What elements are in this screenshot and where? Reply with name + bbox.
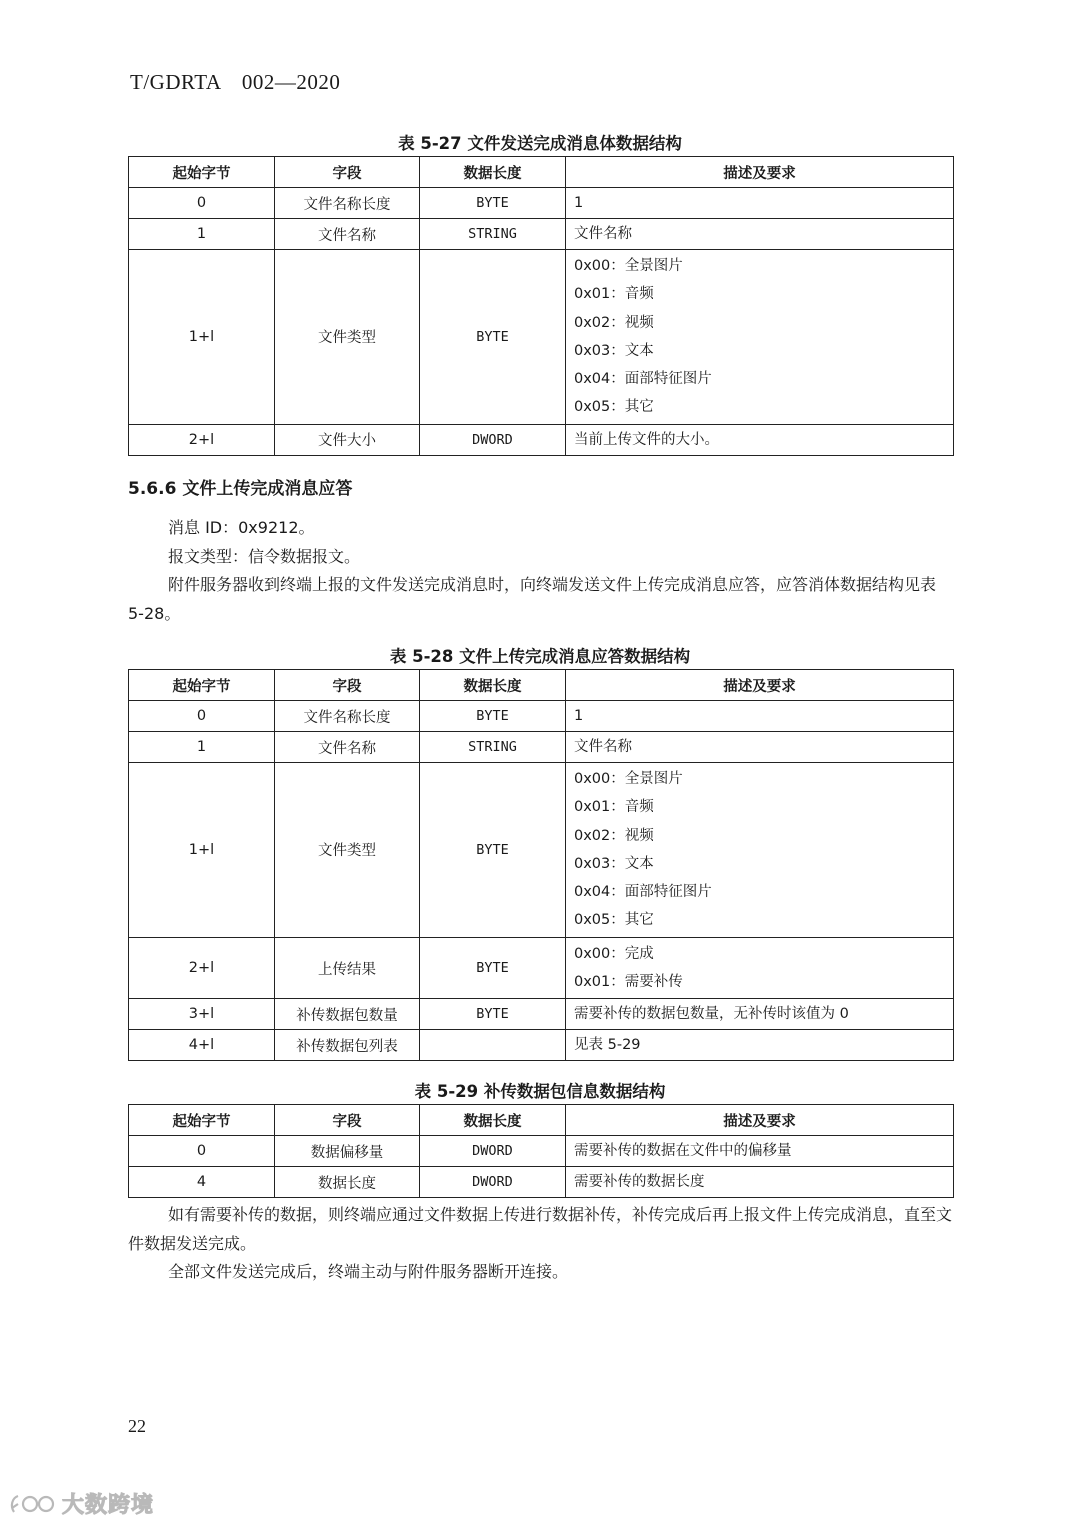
cell-start: 1	[129, 732, 275, 763]
cell-start: 4+l	[129, 1030, 275, 1061]
cell-desc	[566, 701, 954, 732]
watermark	[8, 1488, 154, 1519]
column-header: 数据长度	[420, 1105, 566, 1136]
cell-desc	[566, 219, 954, 250]
watermark-logo-icon	[8, 1492, 58, 1516]
table-5-27-caption: 表 5-27 文件发送完成消息体数据结构	[398, 134, 682, 153]
cell-length	[420, 1030, 566, 1061]
cell-field: 文件类型	[275, 250, 420, 425]
message-id-line: 消息 ID：0x9212。	[168, 518, 315, 537]
cell-start: 1+l	[129, 250, 275, 425]
cell-length: DWORD	[420, 424, 566, 455]
desc-line: 0x01：需要补传	[574, 974, 683, 991]
cell-start: 3+l	[129, 999, 275, 1030]
cell-length: DWORD	[420, 1136, 566, 1167]
desc-line: 1	[574, 194, 584, 211]
desc-line: 当前上传文件的大小。	[574, 431, 719, 448]
table-row	[129, 1167, 954, 1198]
cell-field: 补传数据包列表	[275, 1030, 420, 1061]
cell-start: 2+l	[129, 937, 275, 999]
cell-field: 数据长度	[275, 1167, 420, 1198]
cell-length: BYTE	[420, 999, 566, 1030]
cell-field: 文件名称长度	[275, 701, 420, 732]
table-5-28	[128, 669, 954, 1061]
cell-field: 文件名称	[275, 732, 420, 763]
cell-desc	[566, 188, 954, 219]
desc-line: 需要补传的数据在文件中的偏移量	[574, 1142, 792, 1159]
cell-length: BYTE	[420, 763, 566, 938]
desc-line: 文件名称	[574, 738, 632, 755]
table-5-29-caption: 表 5-29 补传数据包信息数据结构	[414, 1082, 666, 1101]
desc-line: 1	[574, 707, 584, 724]
cell-length: STRING	[420, 219, 566, 250]
desc-line: 0x00：完成	[574, 945, 654, 962]
message-type-line: 报文类型：信令数据报文。	[168, 547, 361, 566]
cell-desc	[566, 250, 954, 425]
column-header: 数据长度	[420, 670, 566, 701]
cell-field: 补传数据包数量	[275, 999, 420, 1030]
column-header: 起始字节	[129, 1105, 275, 1136]
cell-field: 文件名称长度	[275, 188, 420, 219]
desc-line: 0x03：文本	[574, 855, 654, 872]
cell-field: 文件名称	[275, 219, 420, 250]
desc-line: 0x00：全景图片	[574, 771, 683, 787]
table-row	[129, 424, 954, 455]
cell-desc	[566, 424, 954, 455]
table-row	[129, 999, 954, 1030]
watermark-text: 大数跨境	[62, 1493, 155, 1518]
desc-line: 需要补传的数据包数量，无补传时该值为 0	[574, 1006, 849, 1023]
cell-length: BYTE	[420, 188, 566, 219]
cell-start: 0	[129, 1136, 275, 1167]
cell-length: STRING	[420, 732, 566, 763]
closing-paragraph-2: 全部文件发送完成后，终端主动与附件服务器断开连接。	[168, 1262, 569, 1281]
cell-start: 2+l	[129, 424, 275, 455]
desc-line: 0x05：其它	[574, 399, 654, 416]
column-header: 字段	[275, 670, 420, 701]
document-id-header: T/GDRTA 002—2020	[130, 70, 341, 94]
section-description: 附件服务器收到终端上报的文件发送完成消息时，向终端发送文件上传完成消息应答，应答消体数据结构见表 5-28。	[128, 575, 937, 623]
cell-desc	[566, 999, 954, 1030]
table-row	[129, 219, 954, 250]
desc-line: 0x01：音频	[574, 286, 654, 303]
cell-start: 4	[129, 1167, 275, 1198]
cell-desc	[566, 937, 954, 999]
cell-desc	[566, 1167, 954, 1198]
table-5-27	[128, 156, 954, 456]
table-row	[129, 1030, 954, 1061]
cell-field: 上传结果	[275, 937, 420, 999]
cell-field: 文件类型	[275, 763, 420, 938]
column-header: 起始字节	[129, 157, 275, 188]
column-header: 字段	[275, 1105, 420, 1136]
table-row	[129, 250, 954, 425]
table-row	[129, 763, 954, 938]
cell-desc	[566, 732, 954, 763]
cell-length: BYTE	[420, 937, 566, 999]
table-row	[129, 937, 954, 999]
desc-line: 0x04：面部特征图片	[574, 884, 712, 901]
desc-line: 需要补传的数据长度	[574, 1173, 705, 1190]
table-row	[129, 732, 954, 763]
desc-line: 0x02：视频	[574, 314, 654, 331]
table-row	[129, 188, 954, 219]
desc-line: 文件名称	[574, 225, 632, 242]
desc-line: 0x01：音频	[574, 799, 654, 816]
cell-field: 数据偏移量	[275, 1136, 420, 1167]
desc-line: 见表 5-29	[574, 1037, 641, 1054]
page-number: 22	[128, 1416, 146, 1436]
cell-start: 1	[129, 219, 275, 250]
column-header: 字段	[275, 157, 420, 188]
table-5-29	[128, 1104, 954, 1198]
cell-length: DWORD	[420, 1167, 566, 1198]
column-header: 描述及要求	[566, 1105, 954, 1136]
desc-line: 0x05：其它	[574, 912, 654, 929]
cell-start: 0	[129, 701, 275, 732]
column-header: 描述及要求	[566, 670, 954, 701]
table-5-28-caption: 表 5-28 文件上传完成消息应答数据结构	[389, 647, 691, 666]
desc-line: 0x02：视频	[574, 827, 654, 844]
cell-field: 文件大小	[275, 424, 420, 455]
column-header: 起始字节	[129, 670, 275, 701]
table-row	[129, 701, 954, 732]
desc-line: 0x00：全景图片	[574, 258, 683, 274]
desc-line: 0x03：文本	[574, 342, 654, 359]
closing-paragraph-1: 如有需要补传的数据，则终端应通过文件数据上传进行数据补传，补传完成后再上报文件上传完成消息，直至文件数据发送完成。	[128, 1205, 953, 1253]
cell-desc	[566, 763, 954, 938]
section-title: 5.6.6 文件上传完成消息应答	[128, 479, 353, 499]
table-row	[129, 1136, 954, 1167]
cell-desc	[566, 1030, 954, 1061]
column-header: 描述及要求	[566, 157, 954, 188]
desc-line: 0x04：面部特征图片	[574, 371, 712, 388]
column-header: 数据长度	[420, 157, 566, 188]
cell-length: BYTE	[420, 250, 566, 425]
cell-length: BYTE	[420, 701, 566, 732]
cell-start: 1+l	[129, 763, 275, 938]
cell-desc	[566, 1136, 954, 1167]
cell-start: 0	[129, 188, 275, 219]
